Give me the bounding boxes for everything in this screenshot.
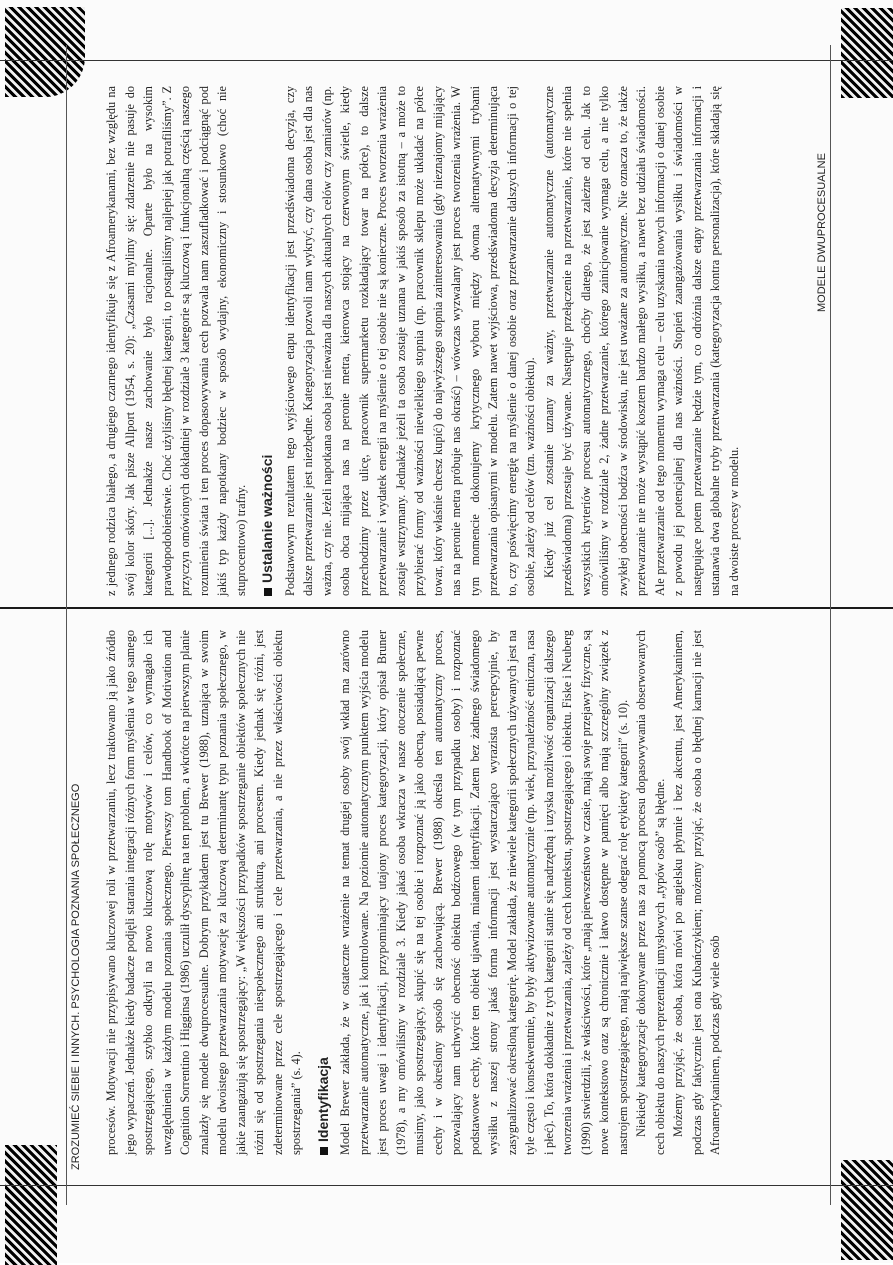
paragraph: Model Brewer zakłada, że w ostateczne wrażenie na temat drugiej osoby swój wkład ma zarówno przetwarzanie automatyczne, jak i kontrolowane. Na poziomie automatycznym punktem wyjścia modelu jest proces uwagi i identyfikacji, przypominający utajony proces kategoryzacji, który opisał Bruner (1978), a my omówiliśmy w rozdziale 3. Kiedy jakaś osoba wkracza w nasze otoczenie społeczne, musimy, jako spostrzegający, skupić się na tej osobie i rozpoznać ją jako obecną, posiadającą pewne cechy i w określony sposób się zachowującą. Brewer (1988) określa ten automatyczny proces, pozwalający nam uchwycić obecność obiektu bodźcowego (w tym przypadku osoby) i rozpoznać podstawowe cechy, które ten obiekt ujawnia, mianem identyfikacji. Zatem bez żadnego świadomego wysiłku z naszej strony jakaś forma informacji jest wystarczająco wyrazista percepcyjnie, by zasygnalizować określoną kategorię. Model zakłada, że niewiele kategorii społecznych używanych jest na tyle często i konsekwentnie, by były aktywizowane automatycznie (np. wiek, przynależność etniczna, rasa i płeć). To, która dokładnie z tych kategorii stanie się nadrzędną i uzyska możliwość organizacji dalszego tworzenia wrażenia i przetwarzania, zależy od cech kontekstu, spostrzegającego i obiektu. Fiske i Neuberg (1990) stwierdzili, że właściwości, które „mają pierwszeństwo w czasie, mają swoje przejawy fizyczne, są nowe kontekstowo oraz są chronicznie i łatwo dostępne w pamięci albo mają szczególny związek z nastrojem spostrzegającego, mają największe szanse odegrać rolę etykiety kategorii” (s. 10).	[338, 630, 630, 1155]
divider	[0, 60, 893, 61]
ornament-image	[5, 1145, 57, 1265]
paragraph: procesów. Motywacji nie przypisywano kluczowej roli w przetwarzaniu, lecz traktowano ją jako źródło jego wypaczeń. Jednakże kiedy badacze podjęli starania integracji różnych form myślenia w tego samego spostrzegającego, szybko odkryli na nowo kluczową rolę motywów i celów, co wymagało ich uwzględnienia w każdym modelu poznania społecznego. Pierwszy tom Handbook of Motivation and Cognition Sorrentino i Higginsa (1986) uczulił dyscyplinę na ten problem, a wkrótce na pierwszym planie znalazły się modele dwuprocesualne. Dobrym przykładem jest tu Brewer (1988), uznająca w swoim modelu dwoistego przetwarzania motywację za kluczową determinantę typu poznania społecznego, w jakie zaangażują się spostrzegający: „W większości przypadków spostrzeganie obiektów społecznych nie różni się od spostrzegania niespołecznego ani strukturą, ani procesem. Kiedy jednak się różni, jest zdeterminowane przez cele spostrzegającego i cele przetwarzania, a nie przez właściwości obiektu spostrzegania” (s. 4).	[104, 630, 303, 1155]
paragraph: Niekiedy kategoryzacje dokonywane przez nas za pomocą procesu dopasowywania obserwowanych cech obiektu do naszych reprezentacji umysłowych „typów osób” są błędne.	[634, 630, 667, 1155]
divider	[66, 45, 67, 1205]
page-upper	[102, 86, 743, 596]
ornament-image	[5, 7, 85, 97]
running-header: MODELE DWUPROCESUALNE	[816, 153, 828, 312]
page-lower	[102, 630, 725, 1155]
paragraph: Podstawowym rezultatem tego wyjściowego etapu identyfikacji jest przedświadoma decyzja, czy dalsze przetwarzanie jest niezbędne. Kategoryzacja pozwoli nam wykryć, czy dana osoba jest dla nas ważna, czy nie. Jeżeli napotkana osoba jest nieważna dla naszych aktualnych celów czy zamiarów (np. osoba obca mijająca nas na peronie metra, kierowca stojący na czerwonym świetle, kiedy przechodzimy przez ulicę, pracownik supermarketu rozkładający towar na półce), to dalsze przetwarzanie i wydatek energii na myślenie o tej osobie nie są konieczne. Proces tworzenia wrażenia zostaje wstrzymany. Jednakże jeżeli ta osoba zostaje uznana w jakiś sposób za istotną – a może to przybierać formy od ważności niewielkiego stopnia (np. pracownik sklepu może układać na półce towar, który właśnie chcesz kupić) do najwyższego stopnia zainteresowania (gdy nieznajomy mijający nas na peronie metra próbuje nas okraść) – wówczas wyzwalany jest proces tworzenia wrażenia. W tym momencie dokonujemy krytycznego wyboru między dwoma alternatywnymi trybami przetwarzania opisanymi w modelu. Zatem nawet wyjściowa, przedświadoma decyzja determinująca to, czy poświęcimy energię na myślenie o danej osobie oraz przetwarzanie dalszych informacji o tej osobie, zależy od celów (tzn. ważności obiektu).	[282, 86, 537, 596]
square-bullet-icon	[320, 1147, 328, 1155]
divider	[830, 45, 831, 1205]
page-fold-line	[0, 607, 893, 609]
paragraph: z jednego rodzica białego, a drugiego czarnego identyfikuje się z Afroamerykanami, bez względu na swój kolor skóry. Jak pisze Allport (1954, s. 20): „Czasami mylimy się: zdarzenie nie pasuje do kategorii [...]. Jednakże nasze zachowanie było racjonalne. Oparte było na wysokim prawdopodobieństwie. Choć użyliśmy błędnej kategorii, to postąpiliśmy najlepiej jak potrafiliśmy”. Z przyczyn omówionych dokładniej w rozdziale 3 kategorie są kluczową i funkcjonalną częścią naszego rozumienia świata i ten proces dopasowywania cech pozwala nam zaszufladkować i podciągnąć pod jakiś typ każdy napotkany bodziec w sposób wydajny, ekonomiczny i stosunkowo (choć nie stuprocentowo) trafny.	[104, 86, 248, 596]
section-heading: Identyfikacja	[314, 630, 333, 1155]
ornament-image	[841, 8, 893, 98]
section-heading: Ustalanie ważności	[258, 86, 277, 596]
paragraph: Kiedy już cel zostanie uznany za ważny, przetwarzanie automatyczne (automatyczne przedświadoma) przestaje być używane. Następuje przełączenie na przetwarzanie, które nie spełnia wszystkich kryteriów procesu automatycznego, choćby dlatego, że jest zależne od celu. Jak to omówiliśmy w rozdziale 2, żadne przetwarzanie, którego zainicjowanie wymaga celu, a nie tylko zwykłej obecności bodźca w środowisku, nie jest uważane za automatyczne. Nie oznacza to, że także przetwarzanie nie może wystąpić kosztem bardzo małego wysiłku, a nawet bez udziału świadomości. Ale przetwarzanie od tego momentu wymaga celu – celu uzyskania nowych informacji o danej osobie z powodu jej potencjalnej dla nas ważności. Stopień zaangażowania wysiłku i świadomości w następujące potem przetwarzanie będzie tym, co odróżnia dalsze etapy przetwarzania informacji i ustanawia dwa globalne tryby przetwarzania (kategoryzacja kontra personalizacja), które składają się na dwoiste procesy w modelu.	[541, 86, 741, 596]
ornament-image	[841, 1160, 893, 1260]
running-header: ZROZUMIEĆ SIEBIE I INNYCH. PSYCHOLOGIA POZNANIA SPOŁECZNEGO	[70, 783, 82, 1170]
divider	[0, 1185, 893, 1186]
paragraph: Możemy przyjąć, że osoba, która mówi po angielsku płynnie i bez akcentu, jest Amerykaninem, podczas gdy faktycznie jest ona Kubańczykiem; możemy przyjąć, że osoba o błędnej karnacji nie jest Afroamerykaninem, podczas gdy wiele osób	[671, 630, 722, 1155]
square-bullet-icon	[264, 588, 272, 596]
